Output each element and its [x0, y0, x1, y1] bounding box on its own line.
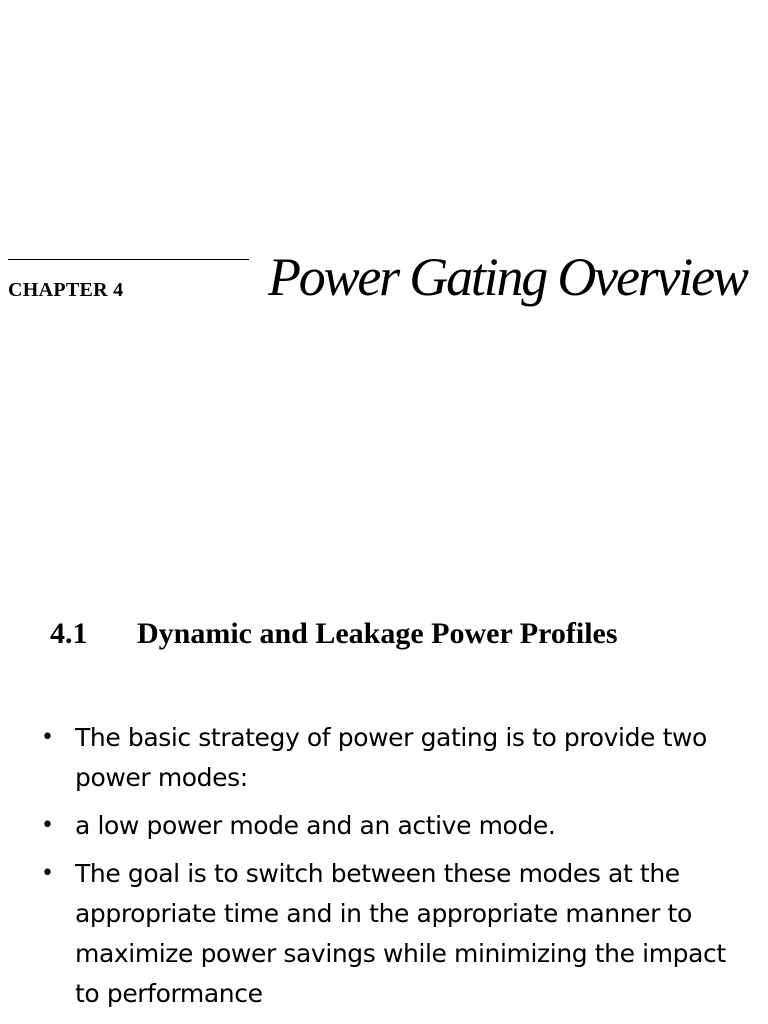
bullet-item [41, 806, 731, 846]
bullet-item [41, 854, 731, 1014]
bullet-icon: • [41, 861, 54, 886]
chapter-label: CHAPTER 4 [8, 279, 124, 301]
section-number: 4.1 [50, 617, 88, 650]
bullet-icon: • [41, 813, 54, 838]
bullet-icon: • [41, 725, 54, 750]
bullet-item [41, 718, 731, 798]
bullet-text: a low power mode and an active mode. [75, 811, 556, 840]
bullet-text: The basic strategy of power gating is to provide two power modes: [75, 723, 707, 792]
bullet-list [41, 718, 731, 1022]
section-heading [50, 617, 618, 651]
section-title: Dynamic and Leakage Power Profiles [137, 617, 618, 650]
bullet-text: The goal is to switch between these modes at the appropriate time and in the appropriate manner to maximize power savings while minimizing the impact to performance [75, 859, 726, 1008]
chapter-title: Power Gating Overview [268, 247, 747, 307]
chapter-rule [8, 259, 249, 260]
